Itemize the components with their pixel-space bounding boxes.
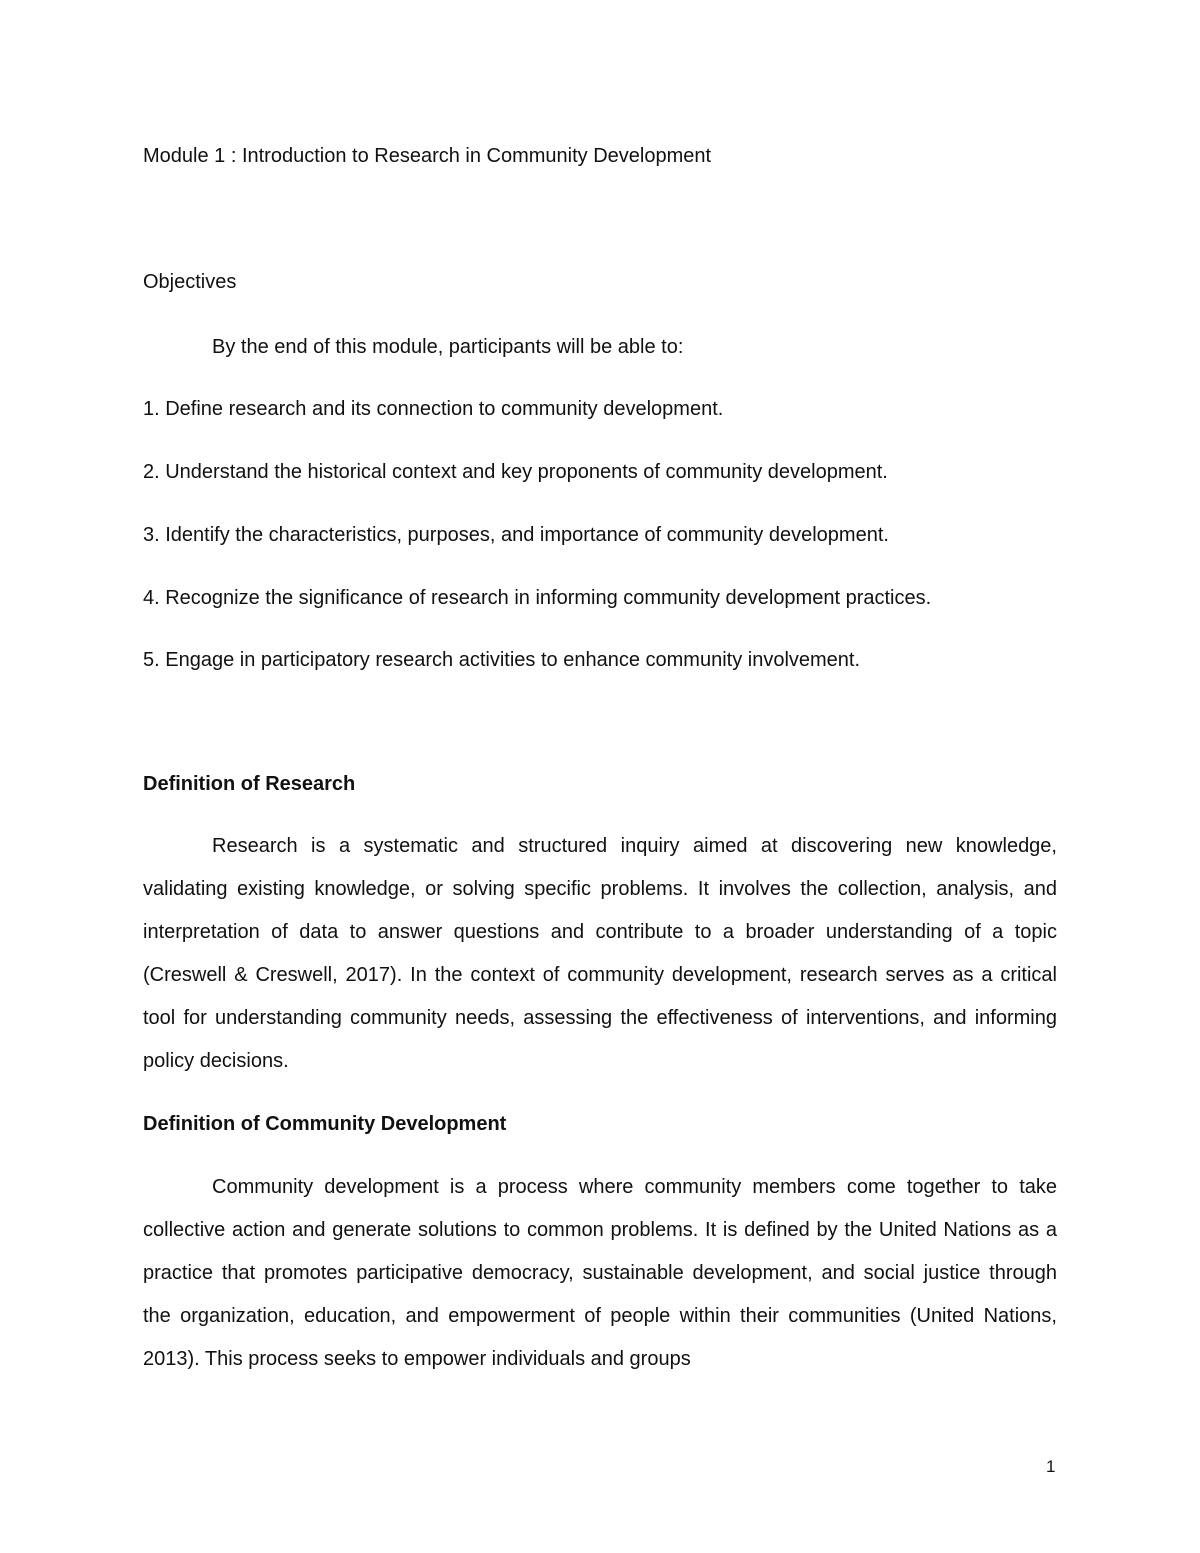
section-body-community-development: Community development is a process where community members come together to take collective action and generate solutions to common problems. It is defined by the United Nations as a practice that promotes participative democracy, sustainable development, and social justice through the organization, education, and empowerment of people within their communities (United Nations, 2013). This process seeks to empower individuals and groups [143,1176,1057,1370]
objectives-intro: By the end of this module, participants will be able to: [212,336,684,358]
section-heading-research: Definition of Research [143,773,356,795]
objective-item: 2. Understand the historical context and key proponents of community development. [143,461,888,483]
objective-item: 5. Engage in participatory research activities to enhance community involvement. [143,649,861,671]
section-body-research: Research is a systematic and structured inquiry aimed at discovering new knowledge, validating existing knowledge, or solving specific problems. It involves the collection, analysis, and interpretation of data to answer questions and contribute to a broader understanding of a topic (Creswell & Creswell, 2017). In the context of community development, research serves as a critical tool for understanding community needs, assessing the effectiveness of interventions, and informing policy decisions. [143,835,1057,1072]
page-number: 1 [1046,1457,1056,1476]
objective-item: 1. Define research and its connection to community development. [143,398,724,420]
objective-item: 3. Identify the characteristics, purposes, and importance of community development. [143,524,889,546]
section-heading-community-development: Definition of Community Development [143,1113,507,1135]
module-title: Module 1 : Introduction to Research in Community Development [143,145,712,167]
objective-item: 4. Recognize the significance of research in informing community development practices. [143,587,932,609]
objectives-label: Objectives [143,271,237,293]
